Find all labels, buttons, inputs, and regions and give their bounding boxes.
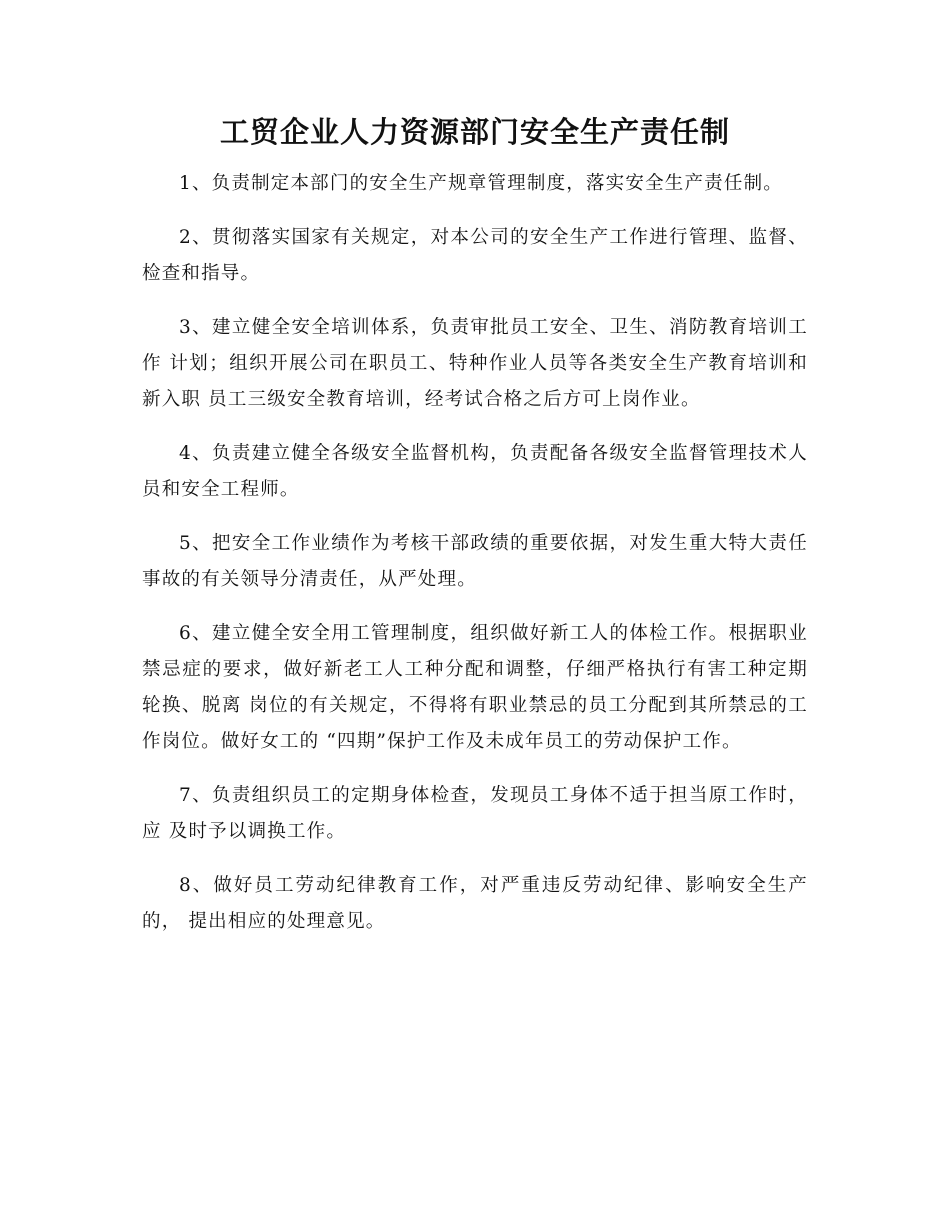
paragraph-1: 1、负责制定本部门的安全生产规章管理制度，落实安全生产责任制。	[179, 173, 783, 194]
paragraph-5: 5、把安全工作业绩作为考核干部政绩的重要依据，对发生重大特大责任事故的有关领导分清责任，从严处理。	[142, 533, 808, 590]
document-title: 工贸企业人力资源部门安全生产责任制	[219, 115, 730, 149]
paragraph-3: 3、建立健全安全培训体系，负责审批员工安全、卫生、消防教育培训工作 计划；组织开展公司在职员工、特种作业人员等各类安全生产教育培训和新入职 员工三级安全教育培训，经考试合格之后方可上岗作业。	[142, 317, 808, 410]
paragraph-7: 7、负责组织员工的定期身体检查，发现员工身体不适于担当原工作时，应 及时予以调换工作。	[142, 785, 808, 842]
paragraph-2: 2、贯彻落实国家有关规定，对本公司的安全生产工作进行管理、监督、检查和指导。	[142, 227, 808, 284]
paragraph-4: 4、负责建立健全各级安全监督机构，负责配备各级安全监督管理技术人员和安全工程师。	[142, 443, 808, 500]
paragraph-8: 8、做好员工劳动纪律教育工作，对严重违反劳动纪律、影响安全生产的， 提出相应的处理意见。	[142, 875, 808, 932]
paragraph-6: 6、建立健全安全用工管理制度，组织做好新工人的体检工作。根据职业禁忌症的要求，做好新老工人工种分配和调整，仔细严格执行有害工种定期轮换、脱离 岗位的有关规定，不得将有职业禁忌的员工分配到其所禁忌的工作岗位。做好女工的 “四期”保护工作及未成年员工的劳动保护工作。	[142, 623, 808, 752]
document-body	[142, 166, 808, 958]
